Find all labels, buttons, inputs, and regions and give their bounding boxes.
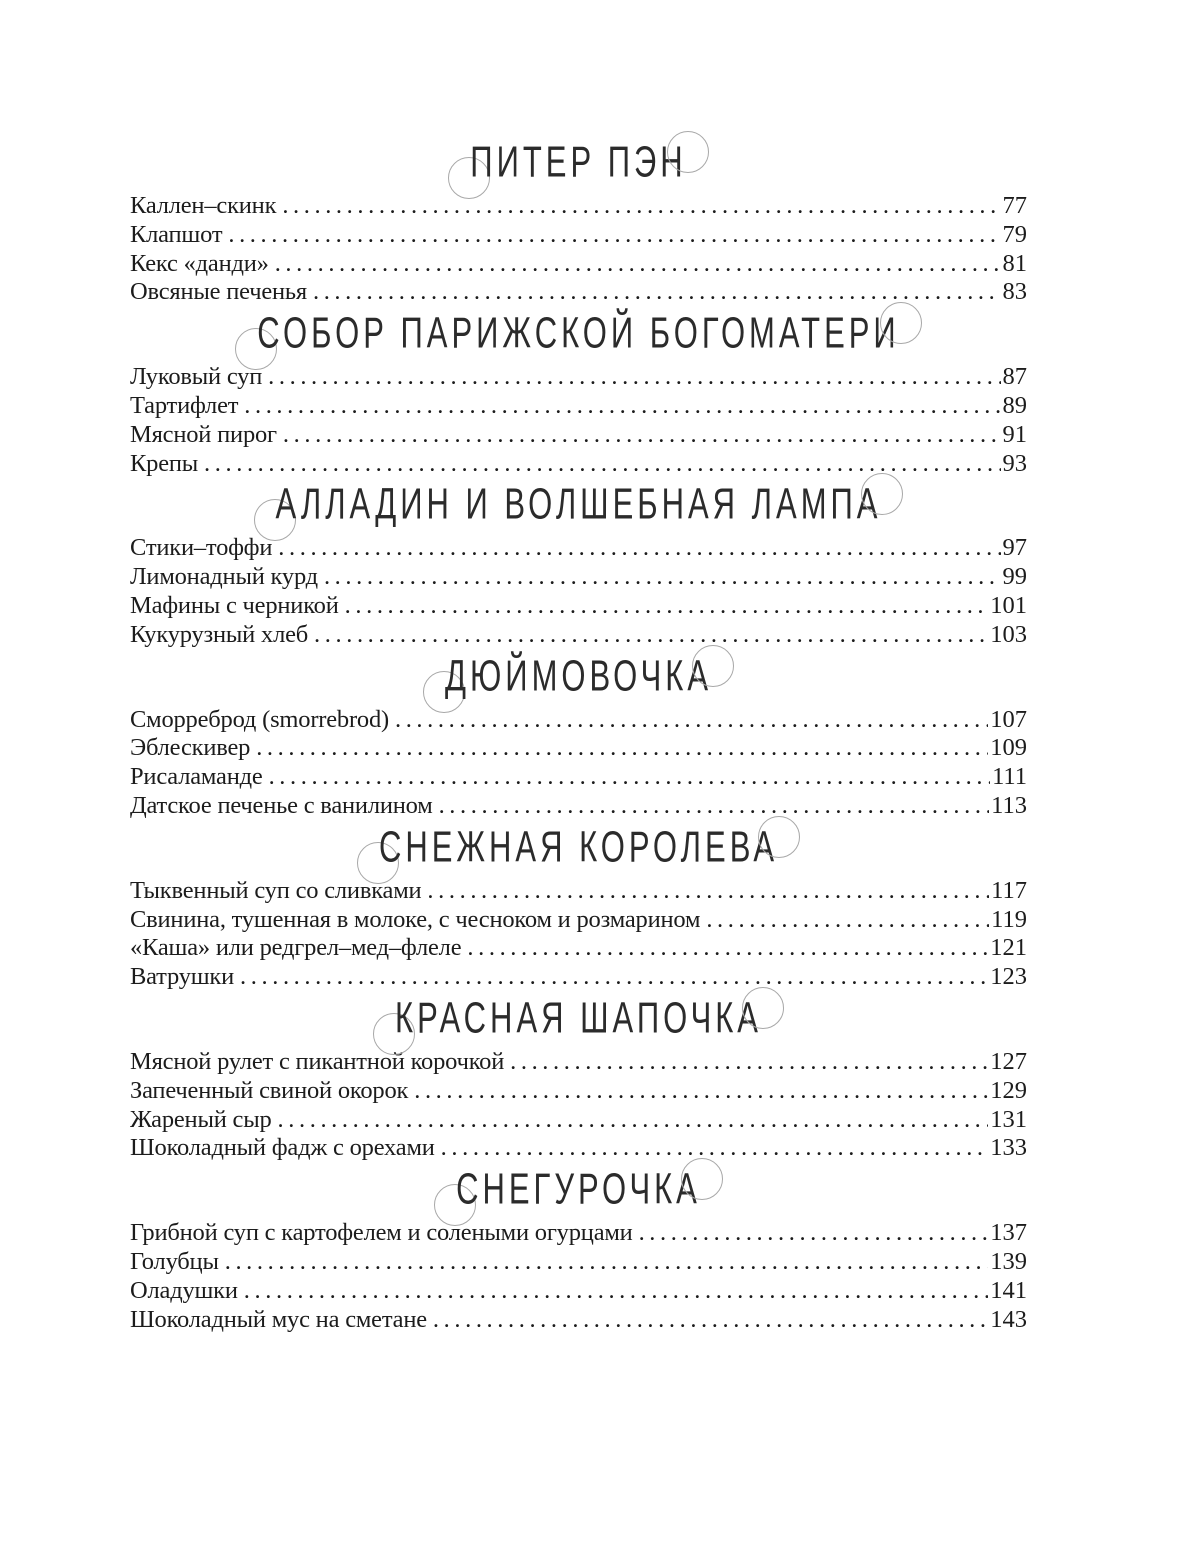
entry-page-number: 123 bbox=[990, 963, 1027, 991]
entry-page-number: 117 bbox=[991, 876, 1027, 904]
entry-page-number: 103 bbox=[990, 620, 1027, 648]
section-entries bbox=[130, 706, 1027, 821]
entry-label: Мафины с черникой bbox=[130, 591, 339, 619]
entry-page-number: 89 bbox=[1002, 391, 1027, 419]
section-title-text: СОБОР ПАРИЖСКОЙ БОГОМАТЕРИ bbox=[257, 308, 900, 358]
entry-label: Тартифлет bbox=[130, 391, 239, 419]
entry-page-number: 99 bbox=[1002, 563, 1027, 591]
dot-leader bbox=[427, 877, 989, 906]
entry-label: Жареный сыр bbox=[130, 1105, 272, 1133]
swash-ornament-icon bbox=[880, 302, 922, 344]
entry-page-number: 131 bbox=[990, 1105, 1027, 1133]
section-entries bbox=[130, 534, 1027, 649]
entry-page-number: 91 bbox=[1002, 420, 1027, 448]
entry-label: Эблескивер bbox=[130, 734, 251, 762]
swash-ornament-icon bbox=[742, 987, 784, 1029]
entry-label: Свинина, тушенная в молоке, с чесноком и розмарином bbox=[130, 905, 701, 933]
toc-entry[interactable] bbox=[130, 192, 1027, 221]
dot-leader bbox=[510, 1048, 988, 1077]
toc-entry[interactable] bbox=[130, 563, 1027, 592]
toc-section bbox=[130, 1163, 1027, 1334]
dot-leader bbox=[639, 1219, 989, 1248]
section-title bbox=[130, 992, 1027, 1048]
toc-entry[interactable] bbox=[130, 763, 1027, 792]
toc-entry[interactable] bbox=[130, 1048, 1027, 1077]
entry-label: Датское печенье с ванилином bbox=[130, 791, 433, 819]
entry-label: Шоколадный мус на сметане bbox=[130, 1305, 427, 1333]
entry-page-number: 141 bbox=[990, 1276, 1027, 1304]
entry-page-number: 119 bbox=[991, 905, 1027, 933]
entry-label: Грибной суп с картофелем и солеными огурцами bbox=[130, 1219, 633, 1247]
entry-label: Луковый суп bbox=[130, 363, 263, 391]
entry-page-number: 79 bbox=[1002, 220, 1027, 248]
entry-label: Рисаламанде bbox=[130, 763, 263, 791]
entry-page-number: 121 bbox=[990, 934, 1027, 962]
section-entries bbox=[130, 192, 1027, 307]
toc-entry[interactable] bbox=[130, 592, 1027, 621]
entry-label: Мясной пирог bbox=[130, 420, 277, 448]
section-title-text: АЛЛАДИН И ВОЛШЕБНАЯ ЛАМПА bbox=[275, 479, 882, 529]
dot-leader bbox=[467, 934, 988, 963]
swash-ornament-icon bbox=[692, 645, 734, 687]
toc-entry[interactable] bbox=[130, 706, 1027, 735]
entry-label: Лимонадный курд bbox=[130, 563, 318, 591]
entry-label: Кекс «данди» bbox=[130, 249, 269, 277]
toc-entry[interactable] bbox=[130, 450, 1027, 479]
dot-leader bbox=[225, 1248, 989, 1277]
entry-label: Овсяные печенья bbox=[130, 278, 307, 306]
toc-entry[interactable] bbox=[130, 421, 1027, 450]
entry-page-number: 127 bbox=[990, 1047, 1027, 1075]
entry-page-number: 111 bbox=[992, 763, 1027, 791]
toc-entry[interactable] bbox=[130, 906, 1027, 935]
entry-page-number: 101 bbox=[990, 591, 1027, 619]
toc-section bbox=[130, 478, 1027, 649]
toc-entry[interactable] bbox=[130, 877, 1027, 906]
dot-leader bbox=[269, 763, 991, 792]
entry-label: Сморреброд (smorrebrod) bbox=[130, 705, 389, 733]
toc-section bbox=[130, 307, 1027, 478]
toc-entry[interactable] bbox=[130, 792, 1027, 821]
section-title bbox=[130, 307, 1027, 363]
entry-page-number: 133 bbox=[990, 1134, 1027, 1162]
entry-page-number: 109 bbox=[990, 734, 1027, 762]
section-title bbox=[130, 821, 1027, 877]
entry-label: Крепы bbox=[130, 449, 199, 477]
entry-page-number: 113 bbox=[991, 791, 1027, 819]
toc-entry[interactable] bbox=[130, 392, 1027, 421]
entry-label: Каллен–скинк bbox=[130, 192, 277, 219]
section-title-text: СНЕЖНАЯ КОРОЛЕВА bbox=[378, 822, 779, 872]
entry-label: Кукурузный хлеб bbox=[130, 620, 309, 648]
section-entries bbox=[130, 1219, 1027, 1334]
toc-section bbox=[130, 650, 1027, 821]
dot-leader bbox=[345, 592, 989, 621]
entry-label: Запеченный свиной окорок bbox=[130, 1076, 409, 1104]
toc-entry[interactable] bbox=[130, 1306, 1027, 1335]
dot-leader bbox=[314, 621, 988, 650]
entry-label: Оладушки bbox=[130, 1276, 238, 1304]
dot-leader bbox=[275, 250, 1001, 279]
dot-leader bbox=[240, 963, 988, 992]
entry-label: Шоколадный фадж с орехами bbox=[130, 1134, 435, 1162]
entry-label: Стики–тоффи bbox=[130, 534, 273, 562]
swash-ornament-icon bbox=[861, 473, 903, 515]
section-title-text: СНЕГУРОЧКА bbox=[456, 1164, 701, 1214]
entry-page-number: 77 bbox=[1002, 192, 1027, 219]
toc-entry[interactable] bbox=[130, 1248, 1027, 1277]
toc-entry[interactable] bbox=[130, 1077, 1027, 1106]
dot-leader bbox=[324, 563, 1001, 592]
dot-leader bbox=[414, 1077, 988, 1106]
entry-page-number: 143 bbox=[990, 1305, 1027, 1333]
dot-leader bbox=[441, 1134, 989, 1163]
entry-page-number: 139 bbox=[990, 1247, 1027, 1275]
entry-page-number: 87 bbox=[1002, 363, 1027, 391]
section-entries bbox=[130, 877, 1027, 992]
toc-sections bbox=[130, 136, 1027, 1334]
dot-leader bbox=[439, 792, 990, 821]
toc-entry[interactable] bbox=[130, 221, 1027, 250]
entry-page-number: 81 bbox=[1002, 249, 1027, 277]
toc-entry[interactable] bbox=[130, 1219, 1027, 1248]
toc-entry[interactable] bbox=[130, 250, 1027, 279]
toc-section bbox=[130, 821, 1027, 992]
entry-label: «Каша» или редгрел–мед–флеле bbox=[130, 934, 462, 962]
entry-page-number: 93 bbox=[1002, 449, 1027, 477]
section-entries bbox=[130, 1048, 1027, 1163]
dot-leader bbox=[278, 1106, 989, 1135]
entry-label: Клапшот bbox=[130, 220, 223, 248]
dot-leader bbox=[395, 706, 988, 735]
entry-page-number: 83 bbox=[1002, 278, 1027, 306]
dot-leader bbox=[244, 1277, 988, 1306]
entry-page-number: 137 bbox=[990, 1219, 1027, 1247]
section-title-text: ДЮЙМОВОЧКА bbox=[444, 650, 712, 700]
toc-entry[interactable] bbox=[130, 963, 1027, 992]
section-entries bbox=[130, 363, 1027, 478]
section-title-text: КРАСНАЯ ШАПОЧКА bbox=[395, 993, 762, 1043]
entry-page-number: 107 bbox=[990, 705, 1027, 733]
entry-page-number: 129 bbox=[990, 1076, 1027, 1104]
section-title bbox=[130, 650, 1027, 706]
entry-page-number: 97 bbox=[1002, 534, 1027, 562]
dot-leader bbox=[433, 1306, 988, 1335]
entry-label: Ватрушки bbox=[130, 963, 235, 991]
dot-leader bbox=[282, 192, 1000, 221]
dot-leader bbox=[244, 392, 1000, 421]
dot-leader bbox=[268, 363, 1000, 392]
toc-entry[interactable] bbox=[130, 621, 1027, 650]
dot-leader bbox=[706, 906, 989, 935]
entry-label: Голубцы bbox=[130, 1247, 219, 1275]
entry-label: Мясной рулет с пикантной корочкой bbox=[130, 1047, 505, 1075]
section-title-text: ПИТЕР ПЭН bbox=[470, 137, 687, 187]
toc-entry[interactable] bbox=[130, 1134, 1027, 1163]
toc-entry[interactable] bbox=[130, 734, 1027, 763]
swash-ornament-icon bbox=[667, 131, 709, 173]
swash-ornament-icon bbox=[681, 1158, 723, 1200]
toc-section bbox=[130, 992, 1027, 1163]
toc-entry[interactable] bbox=[130, 1277, 1027, 1306]
dot-leader bbox=[278, 534, 1000, 563]
dot-leader bbox=[228, 221, 1000, 250]
section-title bbox=[130, 136, 1027, 192]
toc-entry[interactable] bbox=[130, 934, 1027, 963]
toc-entry[interactable] bbox=[130, 1106, 1027, 1135]
entry-label: Тыквенный суп со сливками bbox=[130, 876, 422, 904]
section-title bbox=[130, 478, 1027, 534]
swash-ornament-icon bbox=[758, 816, 800, 858]
dot-leader bbox=[256, 734, 988, 763]
dot-leader bbox=[283, 421, 1001, 450]
section-title bbox=[130, 1163, 1027, 1219]
toc-section bbox=[130, 136, 1027, 307]
